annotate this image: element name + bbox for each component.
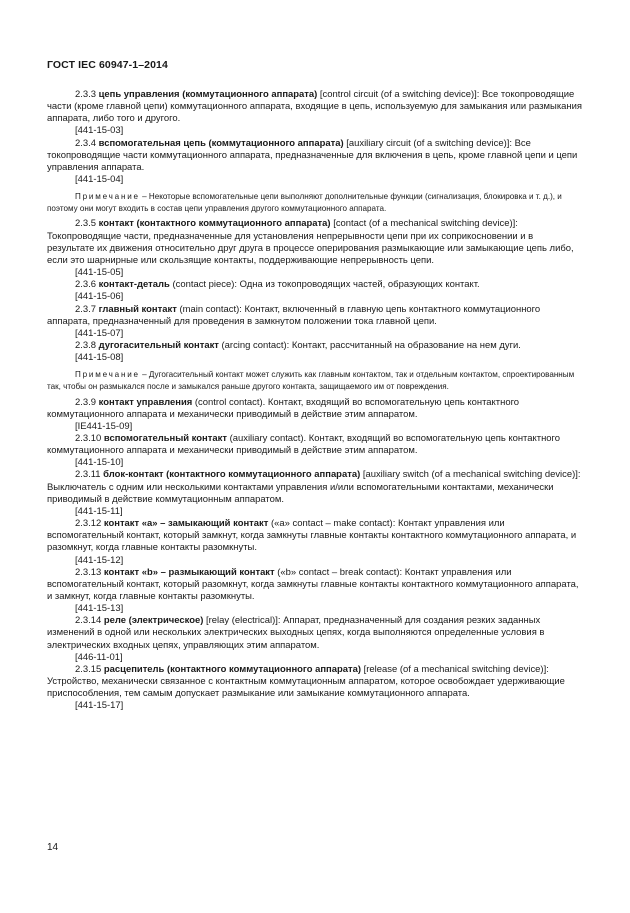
- standard-header: ГОСТ IEC 60947-1–2014: [47, 59, 168, 71]
- iec-reference: [IE441-15-09]: [75, 420, 133, 432]
- note-label: Примечание: [75, 370, 140, 380]
- iec-reference: [441-15-12]: [75, 554, 124, 566]
- entry-number: 2.3.11: [75, 469, 101, 481]
- iec-reference: [441-15-03]: [75, 125, 124, 137]
- definition-entry: [47, 279, 582, 291]
- iec-reference: [441-15-04]: [75, 174, 124, 186]
- entry-number: 2.3.6: [75, 279, 96, 291]
- definition-entry: [47, 469, 582, 505]
- definition-entry: [47, 304, 582, 328]
- note-label: Примечание: [75, 192, 140, 202]
- entry-number: 2.3.7: [75, 303, 96, 315]
- definition-entry: [47, 433, 582, 457]
- entry-term: реле (электрическое): [103, 615, 204, 627]
- entry-definition: [relay (electrical)]: Аппарат, предназначенный для создания резких заданных изменений в одной или нескольких электрических выходных цепях, когда выполняются определенные условия в электрических входных цепях, управляющих этим аппаратом.: [47, 615, 545, 651]
- entry-number: 2.3.14: [75, 615, 102, 627]
- entry-number: 2.3.10: [75, 432, 102, 444]
- entry-number: 2.3.8: [75, 340, 96, 351]
- entry-number: 2.3.13: [75, 566, 102, 578]
- entry-definition: («a» contact – make contact): Контакт управления или вспомогательный контакт, который замкнут, когда замкнуты главные контакты контактного коммутационного аппарата, и разомкнут, когда главные контакты разомкнуты.: [47, 518, 577, 554]
- entry-term: вспомогательный контакт: [103, 432, 227, 444]
- definition-entry: [47, 397, 582, 421]
- definition-entry: [47, 89, 582, 125]
- entry-number: 2.3.12: [75, 518, 102, 530]
- entry-number: 2.3.3: [75, 89, 96, 100]
- iec-reference: [441-15-05]: [75, 267, 124, 279]
- note-text: – Некоторые вспомогательные цепи выполняют дополнительные функции (сигнализация, блокировка и т. д.), и поэтому они могут входить в состав цепи управления другого коммутационного аппарата.: [47, 192, 562, 213]
- entry-number: 2.3.5: [75, 218, 96, 230]
- entry-number: 2.3.4: [75, 137, 96, 149]
- entry-definition: (arcing contact): Контакт, рассчитанный на образование на нем дуги.: [218, 340, 521, 351]
- entry-definition: [contact (of a mechanical switching device)]: Токопроводящие части, предназначенные для установления непрерывности цепи при их соприкосновении и в результате их движения относительно друг друга в процессе оперирования размыкающие или замыкающие цепь либо, если это шарнирные или скользящие контакты, поддерживающие непрерывность цепи.: [47, 218, 574, 266]
- iec-reference: [446-11-01]: [75, 651, 123, 663]
- entry-term: цепь управления (коммутационного аппарата): [98, 89, 318, 100]
- entry-term: контакт «b» – размыкающий контакт: [103, 566, 275, 578]
- entry-term: контакт управления: [98, 396, 193, 408]
- entry-definition: [auxiliary switch (of a mechanical switching device)]: Выключатель с одним или несколькими контактами управления и/или вспомогательными контактами, механически приводимый в действие коммутационным аппаратом.: [47, 469, 581, 505]
- iec-reference: [441-15-06]: [75, 291, 124, 303]
- iec-reference: [441-15-10]: [75, 457, 124, 469]
- entry-term: контакт (контактного коммутационного аппарата): [98, 218, 331, 230]
- entry-term: блок-контакт (контактного коммутационного аппарата): [103, 469, 361, 481]
- entry-definition: (contact piece): Одна из токопроводящих частей, образующих контакт.: [169, 279, 480, 291]
- definition-entry: [47, 664, 582, 700]
- entry-term: расцепитель (контактного коммутационного аппарата): [103, 663, 362, 675]
- definition-entry: [47, 518, 582, 554]
- entry-definition: [control circuit (of a switching device)]: Все токопроводящие части (кроме главной цепи) коммутационного аппарата, входящие в цепь, используемую для замыкания или размыкания аппарата, либо того и другого.: [47, 89, 582, 125]
- definition-entry: [47, 567, 582, 603]
- iec-reference: [441-15-08]: [75, 352, 124, 364]
- entry-term: дугогасительный контакт: [98, 340, 219, 351]
- entry-term: контакт «а» – замыкающий контакт: [103, 518, 269, 530]
- entry-definition: (main contact): Контакт, включенный в главную цепь контактного коммутационного аппарата, предназначенный для проведения в замкнутом положении тока главной цепи.: [47, 303, 541, 327]
- note: [47, 191, 582, 214]
- entry-term: контакт-деталь: [98, 279, 170, 291]
- page-body: [47, 89, 582, 713]
- note: [47, 369, 582, 392]
- iec-reference: [441-15-17]: [75, 700, 124, 712]
- iec-reference: [441-15-07]: [75, 327, 124, 339]
- entry-definition: («b» contact – break contact): Контакт управления или вспомогательный контакт, который разомкнут, когда замкнуты главные контакты контактного коммутационного аппарата, и замкнут, когда главные контакты разомкнуты.: [47, 566, 579, 602]
- entry-term: вспомогательная цепь (коммутационного аппарата): [98, 137, 344, 149]
- entry-number: 2.3.9: [75, 396, 96, 408]
- entry-definition: [release (of a mechanical switching device)]: Устройство, механически связанное с контактным коммутационным аппаратом, которое освобождает удерживающие приспособления, тем самым допускает размыкание или замыкание коммутационного аппарата.: [47, 663, 565, 700]
- page-number: 14: [47, 842, 59, 853]
- entry-definition: (control contact). Контакт, входящий во вспомогательную цепь контактного коммутационного аппарата и механически приводимый в действие этим аппаратом.: [47, 396, 520, 420]
- definition-entry: [47, 138, 582, 174]
- iec-reference: [441-15-13]: [75, 603, 124, 615]
- entry-definition: (auxiliary contact). Контакт, входящий во вспомогательную цепь контактного коммутационного аппарата и механически приводимый в действие этим аппаратом.: [47, 432, 561, 457]
- definition-entry: [47, 340, 582, 352]
- entry-number: 2.3.15: [75, 663, 102, 675]
- entry-definition: [auxiliary circuit (of a switching device)]: Все токопроводящие части коммутационного аппарата, предназначенные для включения в цепь, кроме главной цепи и цепи управления аппарата.: [47, 137, 578, 173]
- entry-term: главный контакт: [98, 303, 177, 315]
- definition-entry: [47, 615, 582, 651]
- iec-reference: [441-15-11]: [75, 505, 123, 517]
- definition-entry: [47, 218, 582, 267]
- note-text: – Дугогасительный контакт может служить как главным контактом, так и отдельным контактом, спроектированным так, чтобы он размыкался после и замыкался раньше другого контакта, защищаемого им от повреждения.: [47, 370, 575, 391]
